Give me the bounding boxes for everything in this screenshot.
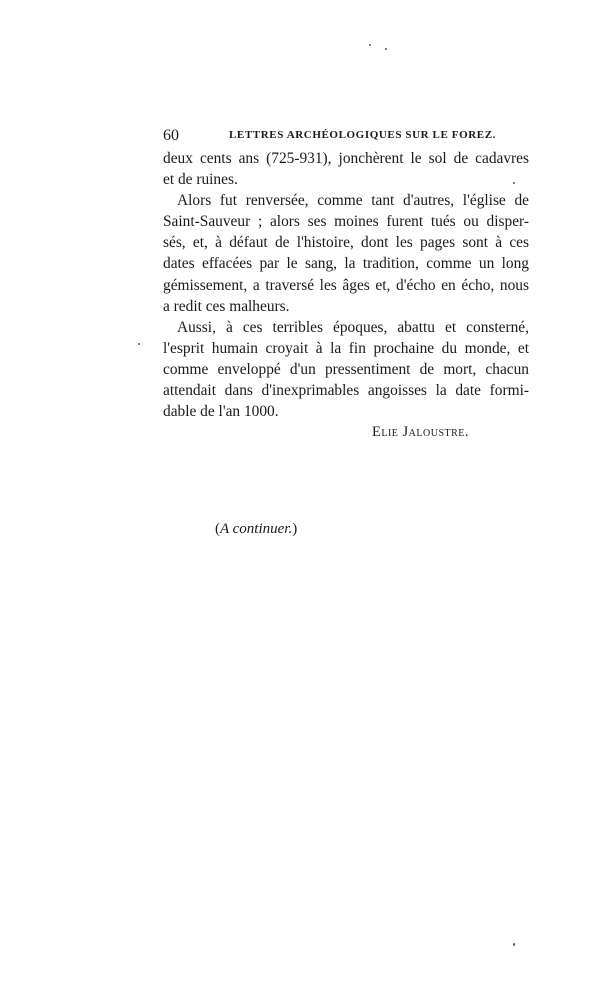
paper-speck xyxy=(513,182,515,184)
continuation-note xyxy=(215,521,297,538)
paragraph-1 xyxy=(163,148,529,190)
paper-speck xyxy=(385,48,387,50)
running-title: LETTRES ARCHÉOLOGIQUES SUR LE FOREZ. xyxy=(229,129,497,141)
text-line: attendait dans d'inexprimables angoisses la date formi- xyxy=(163,382,529,400)
continuation-text: A continuer. xyxy=(220,521,293,537)
paper-speck xyxy=(369,44,371,46)
text-line: comme enveloppé d'un pressentiment de mort, chacun xyxy=(163,360,529,378)
body-text xyxy=(163,148,529,422)
continuation-open-paren: ( xyxy=(215,521,220,537)
paragraph-3 xyxy=(163,317,529,422)
paper-speck xyxy=(513,943,515,946)
text-line: Alors fut renversée, comme tant d'autres, l'église de xyxy=(177,192,529,210)
text-line: dates effacées par le sang, la tradition, comme un long xyxy=(163,255,529,273)
text-line: Aussi, à ces terribles époques, abattu et consterné, xyxy=(177,318,529,336)
text-line: deux cents ans (725-931), jonchèrent le sol de cadavres xyxy=(163,150,529,167)
page-number: 60 xyxy=(163,127,179,144)
text-line: Saint-Sauveur ; alors ses moines furent tués ou disper- xyxy=(163,213,529,231)
text-line: gémissement, a traversé les âges et, d'écho en écho, nous xyxy=(163,276,529,294)
continuation-close-paren: ) xyxy=(292,521,298,537)
running-head xyxy=(163,127,527,147)
text-line: a redit ces malheurs. xyxy=(163,297,290,315)
text-line: et de ruines. xyxy=(163,171,238,189)
text-line: sés, et, à défaut de l'histoire, dont les pages sont à ces xyxy=(163,234,529,252)
paper-speck xyxy=(138,343,140,345)
text-line: dable de l'an 1000. xyxy=(163,403,279,421)
text-line: l'esprit humain croyait à la fin prochaine du monde, et xyxy=(163,339,529,357)
author-signature: Elie Jaloustre. xyxy=(372,424,470,440)
paragraph-2 xyxy=(163,190,529,317)
